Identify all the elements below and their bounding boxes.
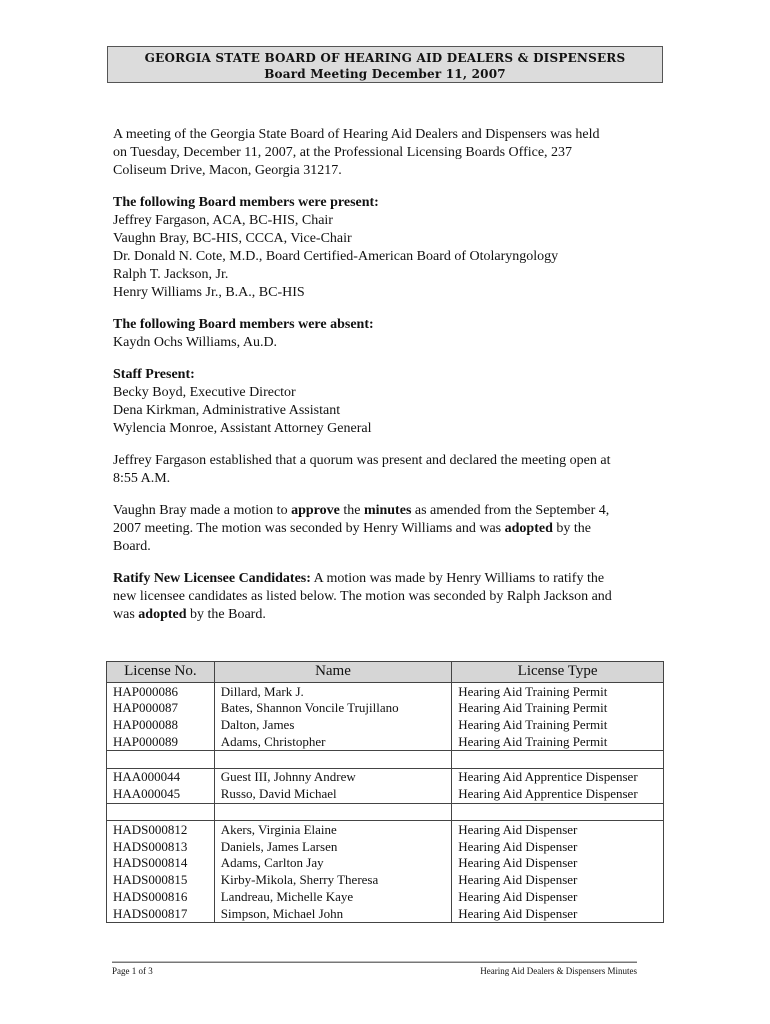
license-no-cell: HADS000817 (107, 905, 215, 922)
name-cell: Adams, Christopher (214, 733, 451, 750)
minutes-line (113, 502, 658, 520)
intro-line: A meeting of the Georgia State Board of Hearing Aid Dealers and Dispensers was held (113, 127, 600, 142)
name-cell: Guest III, Johnny Andrew (214, 768, 451, 785)
empty-cell (214, 751, 451, 769)
column-header-name: Name (214, 662, 451, 683)
document-header (107, 46, 663, 83)
present-member: Henry Williams Jr., B.A., BC-HIS (113, 285, 305, 300)
table-row (107, 855, 664, 872)
table-row (107, 872, 664, 889)
name-cell: Landreau, Michelle Kaye (214, 889, 451, 906)
staff-member: Wylencia Monroe, Assistant Attorney General (113, 421, 372, 436)
table-row (107, 768, 664, 785)
header-subtitle: Board Meeting December 11, 2007 (264, 67, 506, 81)
name-cell: Dillard, Mark J. (214, 683, 451, 700)
license-no-cell: HADS000812 (107, 821, 215, 838)
license-no-cell: HAP000087 (107, 700, 215, 717)
table-body (107, 683, 664, 923)
minutes-text: by the (552, 521, 591, 536)
table-row (107, 786, 664, 803)
minutes-paragraph (113, 502, 658, 556)
table-spacer-row (107, 751, 664, 769)
license-no-cell: HADS000813 (107, 838, 215, 855)
license-type-cell: Hearing Aid Dispenser (452, 838, 664, 855)
page-footer (112, 962, 637, 976)
license-type-cell: Hearing Aid Dispenser (452, 905, 664, 922)
document-body (113, 126, 658, 638)
name-cell: Russo, David Michael (214, 786, 451, 803)
empty-cell (107, 751, 215, 769)
header-title: GEORGIA STATE BOARD OF HEARING AID DEALERS & DISPENSERS (144, 51, 626, 65)
table-row (107, 700, 664, 717)
quorum-line: 8:55 A.M. (113, 471, 171, 486)
minutes-text: Vaughn Bray made a motion to (113, 503, 292, 518)
license-no-cell: HAP000086 (107, 683, 215, 700)
license-type-cell: Hearing Aid Apprentice Dispenser (452, 786, 664, 803)
present-member: Dr. Donald N. Cote, M.D., Board Certified-American Board of Otolaryngology (113, 249, 559, 264)
minutes-emphasis: minutes (363, 503, 412, 518)
license-no-cell: HAP000089 (107, 733, 215, 750)
license-no-cell: HADS000814 (107, 855, 215, 872)
approve-emphasis: approve (291, 503, 340, 518)
table-row (107, 905, 664, 922)
name-cell: Akers, Virginia Elaine (214, 821, 451, 838)
table-header-row (107, 662, 664, 683)
absent-section (113, 316, 658, 352)
present-section (113, 194, 658, 302)
table-row (107, 683, 664, 700)
absent-heading: The following Board members were absent: (113, 317, 374, 332)
ratify-text: A motion was made by Henry Williams to ratify the (310, 571, 605, 586)
name-cell: Daniels, James Larsen (214, 838, 451, 855)
name-cell: Simpson, Michael John (214, 905, 451, 922)
ratify-text: was (113, 607, 139, 622)
licensee-table (106, 661, 664, 923)
empty-cell (107, 803, 215, 821)
absent-member: Kaydn Ochs Williams, Au.D. (113, 335, 278, 350)
ratify-text: by the Board. (186, 607, 266, 622)
intro-line: Coliseum Drive, Macon, Georgia 31217. (113, 163, 342, 178)
ratify-line (113, 570, 658, 588)
name-cell: Dalton, James (214, 717, 451, 734)
intro-line: on Tuesday, December 11, 2007, at the Professional Licensing Boards Office, 237 (113, 145, 573, 160)
minutes-line (113, 520, 658, 538)
table-spacer-row (107, 803, 664, 821)
empty-cell (452, 803, 664, 821)
minutes-text: the (339, 503, 364, 518)
license-no-cell: HADS000816 (107, 889, 215, 906)
license-no-cell: HAA000044 (107, 768, 215, 785)
staff-section (113, 366, 658, 438)
table-row (107, 733, 664, 750)
adopted-emphasis: adopted (504, 521, 553, 536)
quorum-paragraph (113, 452, 658, 488)
staff-member: Dena Kirkman, Administrative Assistant (113, 403, 341, 418)
footer-title: Hearing Aid Dealers & Dispensers Minutes (480, 966, 637, 976)
license-type-cell: Hearing Aid Dispenser (452, 872, 664, 889)
license-no-cell: HADS000815 (107, 872, 215, 889)
table-row (107, 821, 664, 838)
minutes-line: Board. (113, 539, 151, 554)
quorum-line: Jeffrey Fargason established that a quorum was present and declared the meeting open at (113, 453, 611, 468)
column-header-license-type: License Type (452, 662, 664, 683)
present-member: Vaughn Bray, BC-HIS, CCCA, Vice-Chair (113, 231, 352, 246)
license-type-cell: Hearing Aid Training Permit (452, 733, 664, 750)
intro-paragraph (113, 126, 658, 180)
license-type-cell: Hearing Aid Dispenser (452, 821, 664, 838)
license-type-cell: Hearing Aid Training Permit (452, 683, 664, 700)
table-row (107, 838, 664, 855)
present-member: Jeffrey Fargason, ACA, BC-HIS, Chair (113, 213, 333, 228)
name-cell: Kirby-Mikola, Sherry Theresa (214, 872, 451, 889)
present-member: Ralph T. Jackson, Jr. (113, 267, 229, 282)
ratify-line: new licensee candidates as listed below. The motion was seconded by Ralph Jackson and (113, 589, 612, 604)
license-no-cell: HAA000045 (107, 786, 215, 803)
adopted-emphasis: adopted (138, 607, 187, 622)
present-heading: The following Board members were present: (113, 195, 379, 210)
table-row (107, 889, 664, 906)
license-type-cell: Hearing Aid Dispenser (452, 855, 664, 872)
license-type-cell: Hearing Aid Apprentice Dispenser (452, 768, 664, 785)
license-type-cell: Hearing Aid Training Permit (452, 717, 664, 734)
empty-cell (214, 803, 451, 821)
name-cell: Adams, Carlton Jay (214, 855, 451, 872)
license-no-cell: HAP000088 (107, 717, 215, 734)
license-type-cell: Hearing Aid Training Permit (452, 700, 664, 717)
ratify-heading: Ratify New Licensee Candidates: (113, 571, 311, 586)
table-row (107, 717, 664, 734)
empty-cell (452, 751, 664, 769)
ratify-paragraph (113, 570, 658, 624)
column-header-license-no: License No. (107, 662, 215, 683)
staff-member: Becky Boyd, Executive Director (113, 385, 296, 400)
minutes-text: as amended from the September 4, (411, 503, 610, 518)
page-number: Page 1 of 3 (112, 966, 153, 976)
license-type-cell: Hearing Aid Dispenser (452, 889, 664, 906)
ratify-line (113, 606, 658, 624)
staff-heading: Staff Present: (113, 367, 195, 382)
name-cell: Bates, Shannon Voncile Trujillano (214, 700, 451, 717)
minutes-text: 2007 meeting. The motion was seconded by Henry Williams and was (113, 521, 505, 536)
